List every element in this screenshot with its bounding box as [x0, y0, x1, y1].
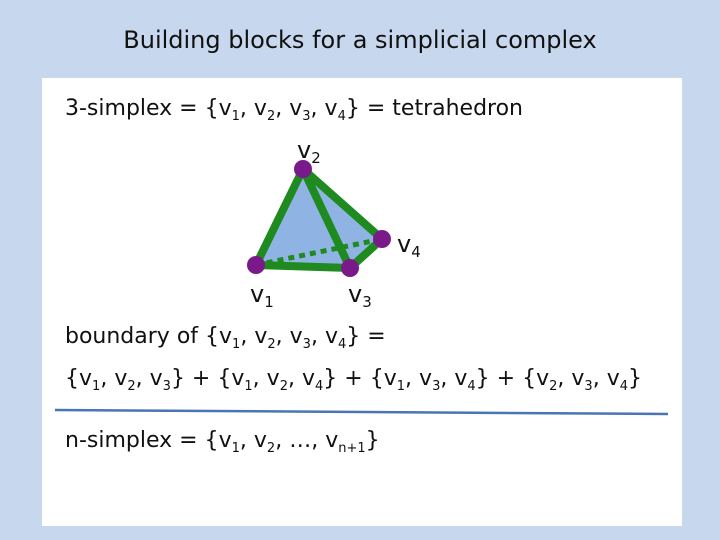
def-v: v	[218, 96, 232, 121]
b-sep: ,	[135, 366, 150, 391]
b-sub: 2	[279, 379, 288, 394]
b-open: {	[522, 366, 537, 391]
b-v: v	[79, 366, 93, 391]
def-v: v	[289, 96, 303, 121]
b-sub: 4	[315, 379, 324, 394]
def-sep: ,	[310, 96, 325, 121]
def-sub: 1	[231, 109, 240, 124]
edge-v1-v3	[256, 265, 350, 268]
b-sep: ,	[310, 324, 325, 349]
label-letter: v	[397, 230, 412, 258]
divider-line	[55, 410, 668, 414]
b-v: v	[454, 366, 468, 391]
vertex-v4	[373, 230, 391, 248]
b-sep: ,	[592, 366, 607, 391]
b-v: v	[536, 366, 550, 391]
b-v: v	[383, 366, 397, 391]
def-sep: ,	[275, 96, 290, 121]
def-v: v	[253, 96, 267, 121]
n-v: v	[325, 428, 339, 453]
b-plus: +	[337, 366, 370, 391]
b-close: }	[628, 366, 643, 391]
def-sub: 4	[337, 109, 346, 124]
def-sep: ,	[239, 96, 254, 121]
vertex-label-v2	[297, 136, 321, 167]
n-sub-last: n+1	[338, 441, 366, 456]
b-sub: 3	[584, 379, 593, 394]
n-v: v	[253, 428, 267, 453]
n-sep: ,	[239, 428, 254, 453]
b-close: }	[170, 366, 185, 391]
b-v: v	[571, 366, 585, 391]
b-sub: 4	[467, 379, 476, 394]
b-v: v	[301, 366, 316, 391]
b-v: v	[324, 324, 338, 349]
label-sub: 3	[362, 293, 372, 311]
b-sub: 4	[619, 379, 629, 394]
b-sep: ,	[252, 366, 267, 391]
vertex-label-v1	[250, 280, 274, 311]
n-sub: 1	[231, 441, 240, 456]
b-sep: ,	[405, 366, 420, 391]
b-open: {	[369, 366, 384, 391]
n-sep: ,	[311, 428, 326, 453]
n-v: v	[218, 428, 232, 453]
b-close: }	[323, 366, 338, 391]
b-sub: 3	[302, 337, 311, 352]
b-sub: 3	[432, 379, 441, 394]
b-sub: 4	[337, 337, 347, 352]
b-sub: 2	[127, 379, 136, 394]
b-plus: +	[184, 366, 218, 391]
n-ellipsis: …	[289, 428, 312, 453]
b-v: v	[419, 366, 433, 391]
def-sub: 3	[302, 109, 311, 124]
label-sub: 1	[264, 293, 274, 311]
def-sub: 2	[266, 109, 276, 124]
vertex-v1	[247, 256, 265, 274]
boundary-line-2	[65, 366, 642, 394]
b-sep: ,	[287, 366, 302, 391]
n-sub: 2	[266, 441, 276, 456]
boundary-prefix: boundary of {	[65, 324, 220, 349]
def-suffix: } = tetrahedron	[345, 96, 523, 121]
b-sep: ,	[100, 366, 115, 391]
b-plus: +	[489, 366, 523, 391]
b-v: v	[219, 324, 233, 349]
slide-title: Building blocks for a simplicial complex	[123, 26, 597, 54]
b-v: v	[289, 324, 303, 349]
b-v: v	[114, 366, 128, 391]
label-sub: 4	[411, 243, 421, 261]
b-close: }	[475, 366, 490, 391]
b-sub: 1	[92, 379, 101, 394]
b-v: v	[254, 324, 268, 349]
vertex-v3	[341, 259, 359, 277]
vertex-label-v3	[348, 280, 372, 311]
b-sub: 1	[244, 379, 253, 394]
n-prefix: n-simplex = {	[65, 428, 219, 453]
b-v: v	[231, 366, 245, 391]
boundary-suffix: } =	[346, 324, 386, 349]
boundary-line-1	[65, 324, 386, 352]
n-sep: ,	[275, 428, 290, 453]
b-open: {	[217, 366, 232, 391]
def-prefix: 3-simplex = {	[65, 96, 219, 121]
n-suffix: }	[365, 428, 380, 453]
b-sub: 2	[267, 337, 276, 352]
label-letter: v	[250, 280, 265, 308]
vertex-label-v4	[397, 230, 421, 261]
b-v: v	[266, 366, 280, 391]
b-v: v	[149, 366, 163, 391]
b-sub: 2	[549, 379, 558, 394]
label-letter: v	[348, 280, 363, 308]
nsimplex-definition	[65, 428, 380, 456]
label-letter: v	[297, 136, 312, 164]
label-sub: 2	[311, 149, 321, 167]
b-sub: 1	[396, 379, 406, 394]
def-v: v	[324, 96, 338, 121]
b-sep: ,	[557, 366, 572, 391]
b-sep: ,	[240, 324, 255, 349]
b-sep: ,	[440, 366, 455, 391]
b-open: {	[65, 366, 79, 391]
b-sep: ,	[275, 324, 290, 349]
b-v: v	[606, 366, 620, 391]
b-sub: 3	[162, 379, 171, 394]
b-sub: 1	[232, 337, 241, 352]
